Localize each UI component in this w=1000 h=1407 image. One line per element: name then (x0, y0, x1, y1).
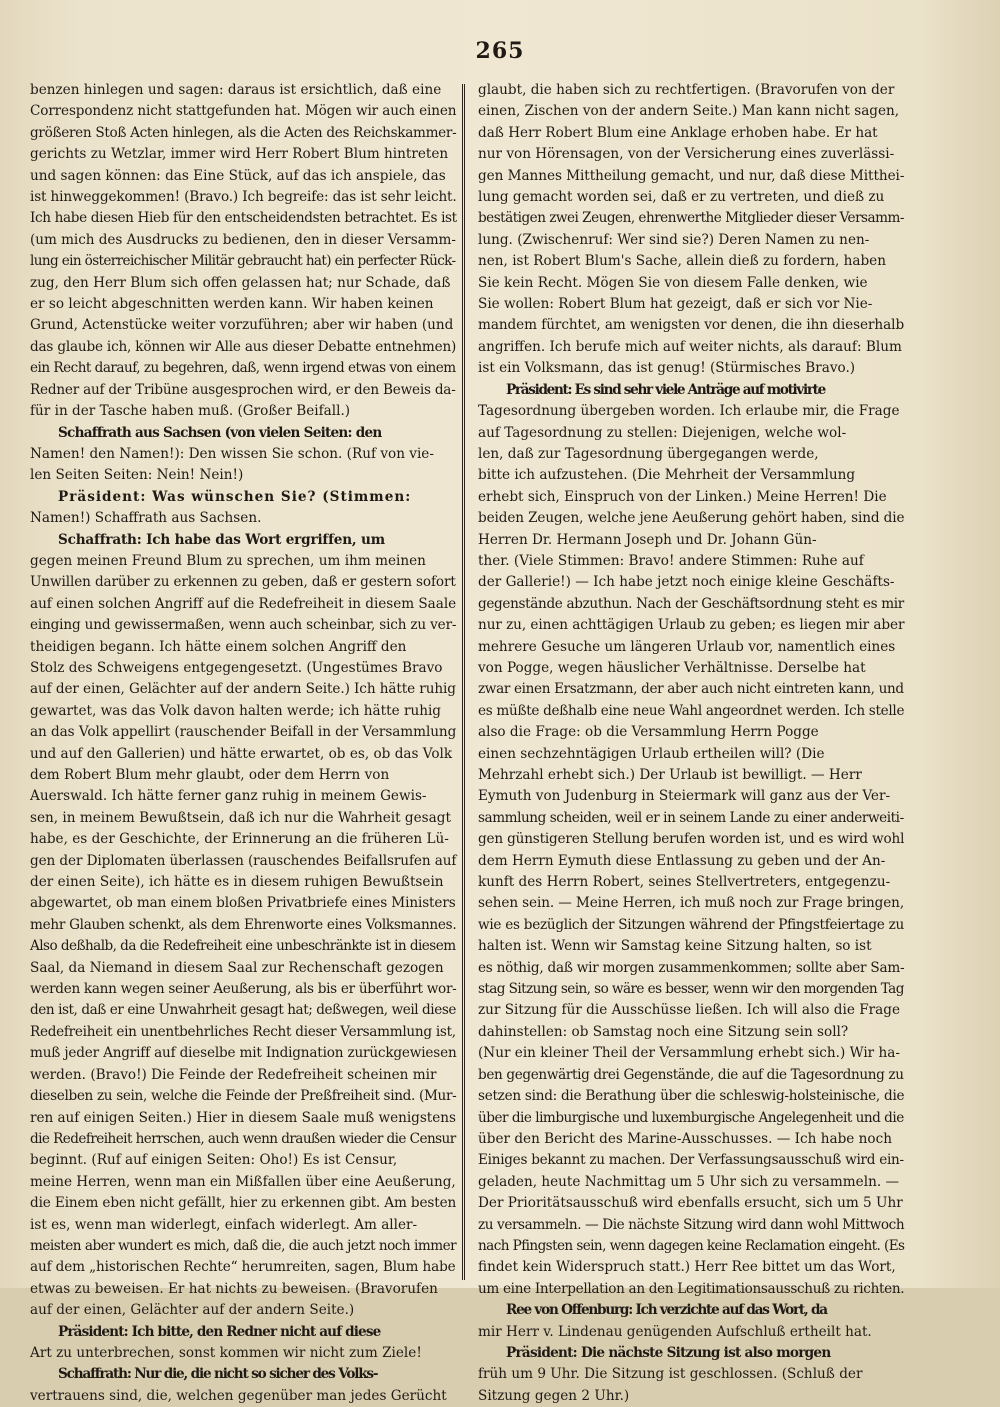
text-line: Ree von Offenburg: Ich verzichte auf das Wort, da (506, 1302, 827, 1319)
text-line: größeren Stoß Acten hinlegen, als die Acten des Reichskammer- (30, 124, 457, 141)
text-line: Auerswald. Ich hätte ferner ganz ruhig in meinem Gewis- (30, 788, 427, 805)
text-line: gen der Diplomaten überlassen (rauschendes Beifallsrufen auf (30, 852, 457, 869)
text-line: um eine Interpellation an den Legitimationsausschuß zu richten. (478, 1280, 905, 1297)
text-line: glaubt, die haben sich zu rechtfertigen. (Bravorufen von der (478, 82, 895, 98)
text-line: gegenstände abzuthun. Nach der Geschäftsordnung steht es mir (478, 595, 904, 612)
text-line: stag Sitzung sein, so wäre es besser, wenn wir den morgenden Tag (478, 981, 904, 998)
text-line: gegen meinen Freund Blum zu sprechen, um ihm meinen (30, 552, 426, 569)
text-line: werden kann wegen seiner Aeußerung, als bis er überführt wor- (30, 981, 457, 998)
text-line: Ich habe diesen Hieb für den entscheidendsten betrachtet. Es ist (30, 210, 457, 227)
text-line: geladen, heute Nachmittag um 5 Uhr sich zu versammeln. — (478, 1173, 900, 1190)
text-line: nach Pfingsten sein, wenn dagegen keine Reclamation eingeht. (Es (478, 1237, 905, 1254)
page-number: 265 (475, 38, 525, 64)
text-line: zur Sitzung für die Ausschüsse ließen. Ich will also die Frage (478, 1002, 900, 1019)
text-line: einen, Zischen von der andern Seite.) Man kann nicht sagen, (478, 103, 900, 120)
text-line: für in der Tasche haben muß. (Großer Beifall.) (30, 403, 351, 420)
text-line: Der Prioritätsausschuß wird ebenfalls ersucht, sich um 5 Uhr (478, 1195, 903, 1212)
text-line: Grund, Actenstücke weiter vorzuführen; aber wir haben (und (30, 317, 454, 334)
text-line: ben gegenwärtig drei Gegenstände, die auf die Tagesordnung zu (478, 1066, 904, 1083)
text-line: daß Herr Robert Blum eine Anklage erhoben habe. Er hat (478, 124, 878, 141)
text-line: abgewartet, ob man einem bloßen Privatbriefe eines Ministers (30, 895, 456, 912)
text-line: Eymuth von Judenburg in Steiermark will ganz aus der Ver- (478, 788, 891, 805)
text-line: gen günstigeren Stellung berufen worden ist, und es wird wohl (478, 831, 905, 848)
text-line: meine Herren, wenn man ein Mißfallen über eine Aeußerung, (30, 1173, 456, 1190)
text-line: der einen Seite), ich hätte es in diesem ruhigen Bewußtsein (30, 874, 444, 891)
text-line: zwar einen Ersatzmann, der aber auch nicht eintreten kann, und (478, 681, 904, 698)
text-line: theidigen begann. Ich hätte einem solchen Angriff den (30, 638, 407, 655)
right-column (478, 80, 905, 1404)
text-line: muß jeder Angriff auf dieselbe mit Indignation zurückgewiesen (30, 1045, 457, 1062)
text-line: Saal, da Niemand in diesem Saal zur Rechenschaft gezogen (30, 959, 444, 976)
text-line: gen Mannes Mittheilung gemacht, und nur, daß diese Mitthei- (478, 167, 905, 184)
text-line: lung gemacht worden sei, daß er zu vertreten, und dieß zu (478, 189, 885, 206)
text-line: über die limburgische und luxemburgische Angelegenheit und die (478, 1109, 904, 1126)
text-line: der Gallerie!) — Ich habe jetzt noch einige kleine Geschäfts- (478, 574, 895, 591)
text-line: Präsident: Es sind sehr viele Anträge auf motivirte (506, 381, 825, 398)
text-line: er so leicht abgeschnitten werden kann. Wir haben keinen (30, 296, 434, 313)
text-line: Schaffrath aus Sachsen (von vielen Seiten: den (58, 424, 382, 441)
text-line: dieselben zu sein, welche die Feinde der Preßfreiheit sind. (Mur- (30, 1088, 457, 1105)
text-line: über den Bericht des Marine-Ausschusses. — Ich habe noch (478, 1130, 892, 1147)
text-line: die Redefreiheit herrschen, auch wenn draußen wieder die Censur (30, 1130, 456, 1147)
text-line: erhebt sich, Einspruch von der Linken.) Meine Herren! Die (478, 488, 887, 505)
text-line: Stolz des Schweigens entgegengesetzt. (Ungestümes Bravo (30, 659, 443, 676)
text-line: beiden Zeugen, welche jene Aeußerung gehört haben, sind die (478, 510, 905, 527)
text-line: auf dem „historischen Rechte“ herumreiten, sagen, Blum habe (30, 1259, 456, 1276)
text-line: ist hinweggekommen! (Bravo.) Ich begreife: das ist sehr leicht. (30, 189, 457, 206)
text-line: Schaffrath: Ich habe das Wort ergriffen, um (58, 531, 385, 548)
text-line: Redner auf der Tribüne ausgesprochen wird, er den Beweis da- (30, 381, 456, 398)
text-line: auf einen solchen Angriff auf die Redefreiheit in diesem Saale (30, 595, 457, 612)
text-line: Redefreiheit ein unentbehrliches Recht dieser Versammlung ist, (30, 1023, 456, 1040)
text-line: findet kein Widerspruch statt.) Herr Ree bittet um das Wort, (478, 1259, 896, 1276)
text-line: mehrere Gesuche um längeren Urlaub vor, namentlich eines (478, 638, 896, 655)
text-line: lung. (Zwischenruf: Wer sind sie?) Deren Namen zu nen- (478, 231, 870, 248)
text-line: ist ein Volksmann, das ist genug! (Stürmisches Bravo.) (478, 360, 856, 377)
text-line: Tagesordnung übergeben worden. Ich erlaube mir, die Frage (478, 403, 900, 420)
text-line: mir Herr v. Lindenau genügenden Aufschluß ertheilt hat. (478, 1323, 872, 1340)
text-line: Unwillen darüber zu erkennen zu geben, daß er gestern sofort (30, 574, 456, 591)
text-line: dem Robert Blum mehr glaubt, oder dem Herrn von (30, 767, 390, 783)
text-line: früh um 9 Uhr. Die Sitzung ist geschlossen. (Schluß der (478, 1366, 863, 1383)
text-line: habe, es der Geschichte, der Erinnerung an die früheren Lü- (30, 831, 449, 848)
text-line: Sie kein Recht. Mögen Sie von diesem Falle denken, wie (478, 274, 868, 291)
text-line: Art zu unterbrechen, sonst kommen wir nicht zum Ziele! (30, 1344, 422, 1361)
text-line: len, daß zur Tagesordnung übergegangen werde, (478, 445, 819, 462)
text-line: das glaube ich, können wir Alle aus dieser Debatte entnehmen) (30, 338, 457, 355)
text-line: Namen! den Namen!): Den wissen Sie schon. (Ruf von vie- (30, 445, 434, 462)
text-line: Correspondenz nicht stattgefunden hat. Mögen wir auch einen (30, 103, 457, 120)
text-line: Herren Dr. Hermann Joseph und Dr. Johann Gün- (478, 531, 817, 548)
text-line: es nöthig, daß wir morgen zusammenkommen; sollte aber Sam- (478, 959, 905, 976)
text-line: Präsident: Ich bitte, den Redner nicht auf diese (58, 1323, 381, 1340)
text-line: len Seiten Seiten: Nein! Nein!) (30, 467, 244, 484)
text-line: Sitzung gegen 2 Uhr.) (478, 1387, 630, 1404)
text-line: vertrauens sind, die, welchen gegenüber man jedes Gerücht (30, 1387, 447, 1404)
text-line: angriffen. Ich berufe mich auf weiter nichts, als darauf: Blum (478, 338, 902, 355)
text-line: werden. (Bravo!) Die Feinde der Redefreiheit scheinen mir (30, 1066, 437, 1083)
text-line: Mehrzahl erhebt sich.) Der Urlaub ist bewilligt. — Herr (478, 767, 862, 783)
text-line: etwas zu beweisen. Er hat nichts zu beweisen. (Bravorufen (30, 1280, 438, 1297)
text-line: zu versammeln. — Die nächste Sitzung wird dann wohl Mittwoch (478, 1216, 905, 1233)
text-line: Schaffrath: Nur die, die nicht so sicher des Volks- (58, 1366, 378, 1383)
column-divider (462, 84, 465, 1280)
text-line: einging und gewissermaßen, wenn auch scheinbar, sich zu ver- (30, 617, 457, 634)
text-line: ist es, wenn man widerlegt, einfach widerlegt. Am aller- (30, 1216, 418, 1233)
text-line: an das Volk appellirt (rauschender Beifall in der Versammlung (30, 724, 457, 741)
text-line: von Pogge, wegen häuslicher Verhältnisse. Derselbe hat (478, 659, 866, 676)
text-line: auf der einen, Gelächter auf der andern Seite.) (30, 1302, 355, 1319)
text-line: benzen hinlegen und sagen: daraus ist ersichtlich, daß eine (30, 82, 442, 98)
text-line: nur von Hörensagen, von der Versicherung eines zuverlässi- (478, 146, 895, 163)
text-line: sen, in meinem Bewußtsein, daß ich nur die Wahrheit gesagt (30, 809, 451, 826)
text-line: die Einem eben nicht gefällt, hier zu erkennen gibt. Am besten (30, 1195, 457, 1212)
text-line: dahinstellen: ob Samstag noch eine Sitzung sein soll? (478, 1023, 849, 1040)
text-line: auf der einen, Gelächter auf der andern Seite.) Ich hätte ruhig (30, 681, 456, 698)
text-line: Präsident: Die nächste Sitzung ist also morgen (506, 1344, 831, 1361)
text-line: auf Tagesordnung zu stellen: Diejenigen, welche wol- (478, 424, 847, 441)
text-line: und sagen können: das Eine Stück, auf das ich anspiele, das (30, 167, 446, 184)
text-line: wie es bezüglich der Sitzungen während der Pfingstfeiertage zu (478, 916, 904, 933)
text-line: halten ist. Wenn wir Samstag keine Sitzung halten, so ist (478, 938, 872, 955)
text-line: bestätigen zwei Zeugen, ehrenwerthe Mitglieder dieser Versamm- (478, 210, 904, 227)
text-line: also die Frage: ob die Versammlung Herrn Pogge (478, 724, 819, 741)
text-line: nur zu, einen achttägigen Urlaub zu geben; es liegen mir aber (478, 617, 905, 634)
text-line: meisten aber wundert es mich, daß die, die auch jetzt noch immer (30, 1237, 457, 1254)
text-line: setzen sind: die Berathung über die schleswig-holsteinische, die (478, 1088, 905, 1105)
text-line: zug, den Herr Blum sich offen gelassen hat; nur Schade, daß (30, 274, 451, 291)
text-line: nen, ist Robert Blum's Sache, allein dieß zu fordern, haben (478, 253, 886, 270)
text-line: bitte ich aufzustehen. (Die Mehrheit der Versammlung (478, 467, 856, 484)
text-line: ein Recht darauf, zu begehren, daß, wenn irgend etwas von einem (30, 360, 456, 377)
text-line: ther. (Viele Stimmen: Bravo! andere Stimmen: Ruhe auf (478, 552, 864, 569)
left-column (30, 80, 457, 1404)
text-line: Einiges bekannt zu machen. Der Verfassungsausschuß wird ein- (478, 1152, 904, 1169)
text-line: mehr Glauben schenkt, als dem Ehrenworte eines Volksmannes. (30, 916, 457, 933)
text-line: gerichts zu Wetzlar, immer wird Herr Robert Blum hintreten (30, 146, 449, 163)
text-line: Präsident: Was wünschen Sie? (Stimmen: (58, 488, 412, 505)
text-line: kunft des Herrn Robert, seines Stellvertreters, entgegenzu- (478, 874, 891, 891)
text-line: Namen!) Schaffrath aus Sachsen. (30, 510, 262, 527)
text-line: (Nur ein kleiner Theil der Versammlung erhebt sich.) Wir ha- (478, 1045, 900, 1062)
text-line: Sie wollen: Robert Blum hat gezeigt, daß er sich vor Nie- (478, 296, 873, 313)
text-line: dem Herrn Eymuth diese Entlassung zu geben und der An- (478, 852, 886, 869)
text-line: gewartet, was das Volk davon halten werde; ich hätte ruhig (30, 702, 442, 719)
text-line: einen sechzehntägigen Urlaub ertheilen will? (Die (478, 745, 825, 762)
text-line: mandem fürchtet, am wenigsten vor denen, die ihn dieserhalb (478, 317, 905, 334)
text-line: sammlung scheiden, weil er in seinem Lande zu einer anderweiti- (478, 809, 904, 826)
text-line: beginnt. (Ruf auf einigen Seiten: Oho!) Es ist Censur, (30, 1152, 398, 1169)
text-line: es müßte deßhalb eine neue Wahl angeordnet werden. Ich stelle (478, 702, 905, 719)
text-line: lung ein österreichischer Militär gebraucht hat) ein perfecter Rück- (30, 253, 456, 270)
text-line: den ist, daß er eine Unwahrheit gesagt hat; deßwegen, weil diese (30, 1002, 456, 1019)
text-line: und auf den Gallerien) und hätte erwartet, ob es, ob das Volk (30, 745, 453, 762)
text-line: (um mich des Ausdrucks zu bedienen, den in dieser Versamm- (30, 231, 456, 248)
text-line: Also deßhalb, da die Redefreiheit eine unbeschränkte ist in diesem (30, 938, 456, 955)
text-line: ren auf einigen Seiten.) Hier in diesem Saale muß wenigstens (30, 1109, 456, 1126)
text-line: sehen sein. — Meine Herren, ich muß noch zur Frage bringen, (478, 895, 905, 912)
